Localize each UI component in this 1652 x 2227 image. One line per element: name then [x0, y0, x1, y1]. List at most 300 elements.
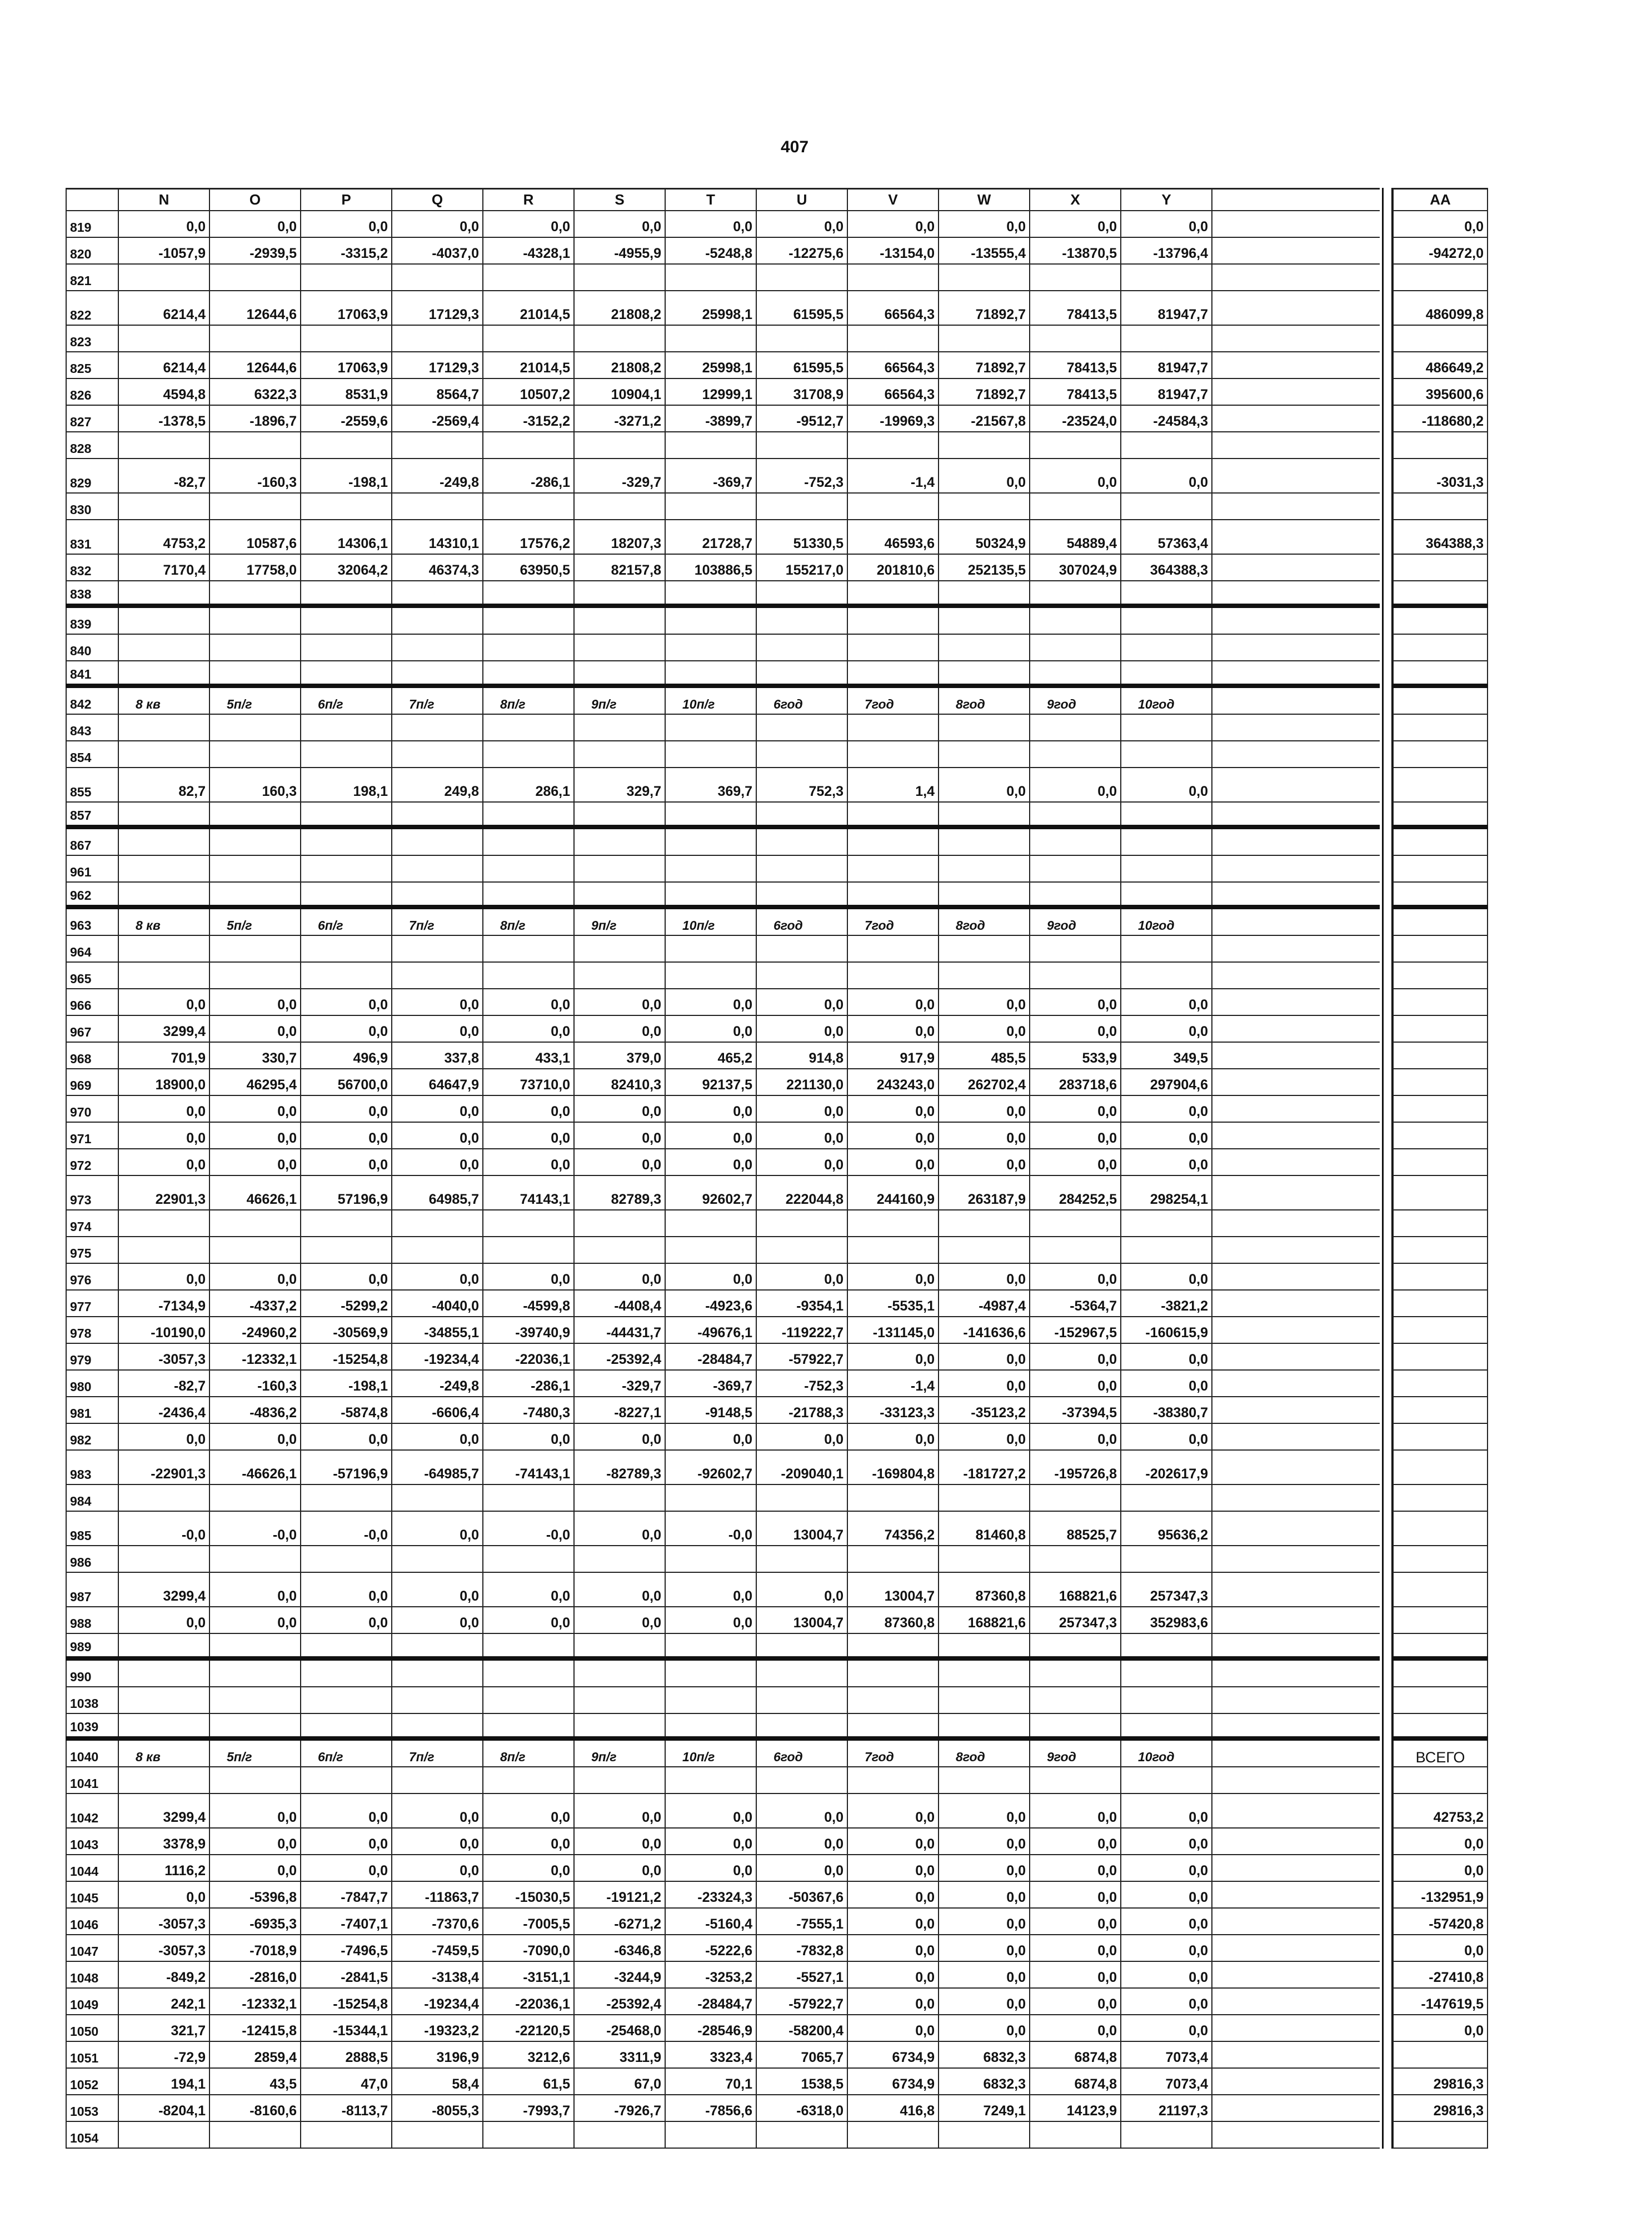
value-cell[interactable]	[392, 1687, 483, 1713]
value-cell[interactable]: -329,7	[575, 1371, 666, 1396]
aa-value-cell[interactable]: -147619,5	[1393, 1989, 1488, 2014]
value-cell[interactable]	[210, 1687, 301, 1713]
value-cell[interactable]: -4037,0	[392, 238, 483, 263]
row-number[interactable]: 828	[66, 432, 119, 458]
value-cell[interactable]: -34855,1	[392, 1317, 483, 1343]
value-cell[interactable]	[939, 2122, 1030, 2148]
value-cell[interactable]	[392, 608, 483, 634]
value-cell[interactable]	[1030, 1767, 1121, 1793]
value-cell[interactable]: 3378,9	[119, 1829, 210, 1854]
value-cell[interactable]: 0,0	[119, 989, 210, 1015]
value-cell[interactable]: -160615,9	[1121, 1317, 1212, 1343]
value-cell[interactable]: -5396,8	[210, 1882, 301, 1907]
value-cell[interactable]: 25998,1	[666, 291, 757, 325]
value-cell[interactable]	[939, 1546, 1030, 1572]
row-number[interactable]: 819	[66, 211, 119, 237]
aa-value-cell[interactable]	[1393, 661, 1488, 684]
value-cell[interactable]: 0,0	[757, 1855, 848, 1881]
value-cell[interactable]: -849,2	[119, 1962, 210, 1987]
value-cell[interactable]: 0,0	[848, 1882, 939, 1907]
value-cell[interactable]: -6346,8	[575, 1935, 666, 1961]
aa-value-cell[interactable]: 29816,3	[1393, 2069, 1488, 2094]
value-cell[interactable]: -7090,0	[483, 1935, 575, 1961]
value-cell[interactable]: -169804,8	[848, 1451, 939, 1484]
value-cell[interactable]: 0,0	[483, 1855, 575, 1881]
value-cell[interactable]	[392, 1210, 483, 1236]
value-cell[interactable]: 81460,8	[939, 1512, 1030, 1545]
aa-value-cell[interactable]: 486099,8	[1393, 291, 1488, 325]
value-cell[interactable]: -369,7	[666, 459, 757, 492]
value-cell[interactable]	[575, 326, 666, 351]
value-cell[interactable]: 0,0	[848, 1096, 939, 1122]
aa-value-cell[interactable]	[1393, 1512, 1488, 1545]
value-cell[interactable]: 0,0	[392, 1264, 483, 1289]
value-cell[interactable]	[848, 2122, 939, 2148]
aa-value-cell[interactable]: -132951,9	[1393, 1882, 1488, 1907]
value-cell[interactable]: 0,0	[1030, 2015, 1121, 2041]
value-cell[interactable]	[757, 2122, 848, 2148]
period-label-cell[interactable]: 7п/г	[392, 688, 483, 714]
value-cell[interactable]: 10587,6	[210, 520, 301, 554]
value-cell[interactable]: 496,9	[301, 1043, 392, 1068]
value-cell[interactable]: 12999,1	[666, 379, 757, 405]
value-cell[interactable]: 88525,7	[1030, 1512, 1121, 1545]
value-cell[interactable]: 0,0	[848, 1264, 939, 1289]
value-cell[interactable]: 8564,7	[392, 379, 483, 405]
value-cell[interactable]	[301, 1210, 392, 1236]
value-cell[interactable]: 0,0	[210, 211, 301, 237]
value-cell[interactable]: -19323,2	[392, 2015, 483, 2041]
value-cell[interactable]: -4408,4	[575, 1291, 666, 1316]
value-cell[interactable]: 0,0	[757, 1794, 848, 1827]
row-number[interactable]: 968	[66, 1043, 119, 1068]
value-cell[interactable]: -10190,0	[119, 1317, 210, 1343]
aa-value-cell[interactable]	[1393, 1069, 1488, 1095]
aa-value-cell[interactable]	[1393, 432, 1488, 458]
period-label-cell[interactable]: 6год	[757, 1741, 848, 1766]
value-cell[interactable]: -6318,0	[757, 2095, 848, 2121]
value-cell[interactable]	[848, 1661, 939, 1686]
value-cell[interactable]: 0,0	[848, 1016, 939, 1042]
column-header-y[interactable]: Y	[1121, 190, 1212, 210]
value-cell[interactable]	[1121, 1661, 1212, 1686]
value-cell[interactable]	[301, 803, 392, 825]
value-cell[interactable]	[939, 856, 1030, 881]
value-cell[interactable]: 43,5	[210, 2069, 301, 2094]
value-cell[interactable]: 0,0	[848, 1794, 939, 1827]
row-number[interactable]: 1047	[66, 1935, 119, 1961]
value-cell[interactable]: -3152,2	[483, 406, 575, 431]
value-cell[interactable]	[210, 1634, 301, 1656]
value-cell[interactable]	[1121, 581, 1212, 604]
value-cell[interactable]	[210, 608, 301, 634]
value-cell[interactable]: 0,0	[1030, 1264, 1121, 1289]
value-cell[interactable]: -249,8	[392, 459, 483, 492]
value-cell[interactable]	[1030, 2122, 1121, 2148]
value-cell[interactable]: -3253,2	[666, 1962, 757, 1987]
value-cell[interactable]: 0,0	[210, 1096, 301, 1122]
value-cell[interactable]	[939, 883, 1030, 905]
value-cell[interactable]	[301, 963, 392, 988]
value-cell[interactable]	[939, 661, 1030, 684]
value-cell[interactable]: 0,0	[939, 768, 1030, 801]
value-cell[interactable]	[1030, 494, 1121, 519]
value-cell[interactable]	[119, 741, 210, 767]
value-cell[interactable]: 47,0	[301, 2069, 392, 2094]
value-cell[interactable]: 0,0	[1030, 1962, 1121, 1987]
value-cell[interactable]: 3311,9	[575, 2042, 666, 2067]
value-cell[interactable]: -5160,4	[666, 1909, 757, 1934]
value-cell[interactable]: 0,0	[1121, 2015, 1212, 2041]
value-cell[interactable]	[757, 1634, 848, 1656]
value-cell[interactable]	[483, 581, 575, 604]
value-cell[interactable]: -57196,9	[301, 1451, 392, 1484]
value-cell[interactable]: -4599,8	[483, 1291, 575, 1316]
value-cell[interactable]: -2559,6	[301, 406, 392, 431]
value-cell[interactable]: 82,7	[119, 768, 210, 801]
value-cell[interactable]	[575, 1634, 666, 1656]
aa-value-cell[interactable]	[1393, 555, 1488, 580]
value-cell[interactable]	[848, 494, 939, 519]
value-cell[interactable]: 0,0	[119, 1096, 210, 1122]
value-cell[interactable]	[575, 1546, 666, 1572]
value-cell[interactable]	[1030, 829, 1121, 855]
row-number[interactable]: 1041	[66, 1767, 119, 1793]
value-cell[interactable]: 244160,9	[848, 1176, 939, 1209]
value-cell[interactable]	[392, 661, 483, 684]
value-cell[interactable]: 74143,1	[483, 1176, 575, 1209]
value-cell[interactable]	[848, 1687, 939, 1713]
value-cell[interactable]	[939, 963, 1030, 988]
value-cell[interactable]: 61595,5	[757, 291, 848, 325]
value-cell[interactable]	[666, 1210, 757, 1236]
value-cell[interactable]: 0,0	[119, 1882, 210, 1907]
aa-value-cell[interactable]	[1393, 1714, 1488, 1736]
value-cell[interactable]	[210, 1546, 301, 1572]
value-cell[interactable]: 0,0	[1121, 1264, 1212, 1289]
value-cell[interactable]: 0,0	[210, 1424, 301, 1449]
value-cell[interactable]	[392, 1634, 483, 1656]
value-cell[interactable]: 0,0	[392, 1829, 483, 1854]
aa-value-cell[interactable]	[1393, 1237, 1488, 1263]
period-label-cell[interactable]: 6год	[757, 688, 848, 714]
value-cell[interactable]	[939, 1661, 1030, 1686]
value-cell[interactable]: -4040,0	[392, 1291, 483, 1316]
row-number[interactable]: 965	[66, 963, 119, 988]
value-cell[interactable]: 0,0	[1030, 211, 1121, 237]
value-cell[interactable]	[210, 1714, 301, 1736]
value-cell[interactable]: 0,0	[757, 1016, 848, 1042]
value-cell[interactable]	[666, 741, 757, 767]
value-cell[interactable]	[483, 883, 575, 905]
value-cell[interactable]	[939, 1714, 1030, 1736]
value-cell[interactable]: 18900,0	[119, 1069, 210, 1095]
value-cell[interactable]: -19121,2	[575, 1882, 666, 1907]
value-cell[interactable]: -19234,4	[392, 1344, 483, 1369]
value-cell[interactable]	[301, 1714, 392, 1736]
value-cell[interactable]: 7065,7	[757, 2042, 848, 2067]
aa-value-cell[interactable]	[1393, 1485, 1488, 1511]
value-cell[interactable]	[119, 936, 210, 961]
value-cell[interactable]: 0,0	[757, 989, 848, 1015]
value-cell[interactable]	[1121, 494, 1212, 519]
value-cell[interactable]	[848, 883, 939, 905]
aa-value-cell[interactable]	[1393, 741, 1488, 767]
value-cell[interactable]: -5874,8	[301, 1397, 392, 1423]
value-cell[interactable]: -209040,1	[757, 1451, 848, 1484]
value-cell[interactable]: 0,0	[1030, 1371, 1121, 1396]
row-number[interactable]: 963	[66, 909, 119, 935]
value-cell[interactable]: 0,0	[1121, 211, 1212, 237]
value-cell[interactable]: -181727,2	[939, 1451, 1030, 1484]
value-cell[interactable]: 0,0	[848, 1829, 939, 1854]
value-cell[interactable]: 917,9	[848, 1043, 939, 1068]
value-cell[interactable]	[575, 661, 666, 684]
value-cell[interactable]	[666, 432, 757, 458]
row-number[interactable]: 984	[66, 1485, 119, 1511]
value-cell[interactable]: 3323,4	[666, 2042, 757, 2067]
value-cell[interactable]: 0,0	[848, 1935, 939, 1961]
value-cell[interactable]	[119, 1485, 210, 1511]
value-cell[interactable]: 337,8	[392, 1043, 483, 1068]
value-cell[interactable]: -752,3	[757, 459, 848, 492]
value-cell[interactable]: 0,0	[939, 1371, 1030, 1396]
period-label-cell[interactable]: 8год	[939, 688, 1030, 714]
value-cell[interactable]: -7847,7	[301, 1882, 392, 1907]
value-cell[interactable]	[848, 1485, 939, 1511]
value-cell[interactable]	[210, 661, 301, 684]
value-cell[interactable]: -5535,1	[848, 1291, 939, 1316]
value-cell[interactable]: 0,0	[301, 1829, 392, 1854]
value-cell[interactable]	[666, 581, 757, 604]
value-cell[interactable]	[392, 856, 483, 881]
period-label-cell[interactable]: 6п/г	[301, 688, 392, 714]
value-cell[interactable]: 13004,7	[848, 1573, 939, 1606]
aa-value-cell[interactable]	[1393, 1607, 1488, 1633]
value-cell[interactable]	[483, 1687, 575, 1713]
value-cell[interactable]: 0,0	[1030, 989, 1121, 1015]
row-number[interactable]: 981	[66, 1397, 119, 1423]
value-cell[interactable]: -28484,7	[666, 1989, 757, 2014]
aa-value-cell[interactable]	[1393, 1573, 1488, 1606]
value-cell[interactable]: -7926,7	[575, 2095, 666, 2121]
value-cell[interactable]	[666, 1661, 757, 1686]
value-cell[interactable]: 0,0	[119, 1607, 210, 1633]
value-cell[interactable]	[939, 1634, 1030, 1656]
row-number[interactable]: 1043	[66, 1829, 119, 1854]
value-cell[interactable]: 0,0	[392, 1573, 483, 1606]
value-cell[interactable]: 21014,5	[483, 352, 575, 378]
value-cell[interactable]	[848, 715, 939, 740]
value-cell[interactable]: 0,0	[1121, 1371, 1212, 1396]
value-cell[interactable]: 284252,5	[1030, 1176, 1121, 1209]
value-cell[interactable]: -35123,2	[939, 1397, 1030, 1423]
value-cell[interactable]: 3196,9	[392, 2042, 483, 2067]
value-cell[interactable]	[1030, 741, 1121, 767]
value-cell[interactable]: 0,0	[483, 1096, 575, 1122]
value-cell[interactable]	[575, 936, 666, 961]
value-cell[interactable]	[483, 963, 575, 988]
value-cell[interactable]: 12644,6	[210, 352, 301, 378]
column-header-u[interactable]: U	[757, 190, 848, 210]
value-cell[interactable]	[301, 635, 392, 660]
row-number[interactable]: 839	[66, 608, 119, 634]
value-cell[interactable]: -15254,8	[301, 1344, 392, 1369]
value-cell[interactable]	[666, 936, 757, 961]
value-cell[interactable]: 0,0	[848, 2015, 939, 2041]
value-cell[interactable]: 0,0	[1121, 1016, 1212, 1042]
value-cell[interactable]	[301, 829, 392, 855]
value-cell[interactable]	[1121, 1485, 1212, 1511]
value-cell[interactable]	[119, 883, 210, 905]
value-cell[interactable]	[119, 856, 210, 881]
row-number[interactable]: 857	[66, 803, 119, 825]
value-cell[interactable]	[666, 1237, 757, 1263]
value-cell[interactable]	[848, 741, 939, 767]
value-cell[interactable]	[575, 1210, 666, 1236]
value-cell[interactable]	[848, 829, 939, 855]
column-header-w[interactable]: W	[939, 190, 1030, 210]
value-cell[interactable]: 71892,7	[939, 352, 1030, 378]
period-label-cell[interactable]: 8 кв	[119, 688, 210, 714]
value-cell[interactable]: 0,0	[1030, 1424, 1121, 1449]
value-cell[interactable]: -28546,9	[666, 2015, 757, 2041]
value-cell[interactable]	[1030, 856, 1121, 881]
value-cell[interactable]	[575, 715, 666, 740]
value-cell[interactable]: 1538,5	[757, 2069, 848, 2094]
aa-value-cell[interactable]: 0,0	[1393, 1829, 1488, 1854]
aa-value-cell[interactable]	[1393, 581, 1488, 604]
value-cell[interactable]: 51330,5	[757, 520, 848, 554]
value-cell[interactable]: 0,0	[939, 1016, 1030, 1042]
value-cell[interactable]: -8055,3	[392, 2095, 483, 2121]
value-cell[interactable]: 61595,5	[757, 352, 848, 378]
value-cell[interactable]	[666, 2122, 757, 2148]
value-cell[interactable]	[119, 608, 210, 634]
value-cell[interactable]: 18207,3	[575, 520, 666, 554]
value-cell[interactable]	[848, 1634, 939, 1656]
row-number[interactable]: 867	[66, 829, 119, 855]
row-number[interactable]: 840	[66, 635, 119, 660]
value-cell[interactable]: -15344,1	[301, 2015, 392, 2041]
value-cell[interactable]	[939, 1485, 1030, 1511]
column-header-aa[interactable]: AA	[1393, 190, 1488, 210]
value-cell[interactable]: 0,0	[666, 1794, 757, 1827]
value-cell[interactable]: 87360,8	[939, 1573, 1030, 1606]
value-cell[interactable]	[757, 608, 848, 634]
value-cell[interactable]	[1030, 1210, 1121, 1236]
value-cell[interactable]	[301, 856, 392, 881]
value-cell[interactable]	[483, 936, 575, 961]
value-cell[interactable]: 1116,2	[119, 1855, 210, 1881]
value-cell[interactable]	[483, 803, 575, 825]
value-cell[interactable]: 21014,5	[483, 291, 575, 325]
value-cell[interactable]	[119, 963, 210, 988]
value-cell[interactable]	[939, 936, 1030, 961]
value-cell[interactable]	[848, 661, 939, 684]
value-cell[interactable]	[392, 1767, 483, 1793]
value-cell[interactable]: 87360,8	[848, 1607, 939, 1633]
value-cell[interactable]: 352983,6	[1121, 1607, 1212, 1633]
value-cell[interactable]: 0,0	[392, 1855, 483, 1881]
value-cell[interactable]: 21197,3	[1121, 2095, 1212, 2121]
value-cell[interactable]: 6832,3	[939, 2042, 1030, 2067]
value-cell[interactable]: 81947,7	[1121, 352, 1212, 378]
column-header-q[interactable]: Q	[392, 190, 483, 210]
value-cell[interactable]: -198,1	[301, 1371, 392, 1396]
value-cell[interactable]: 0,0	[848, 1344, 939, 1369]
value-cell[interactable]	[483, 856, 575, 881]
value-cell[interactable]: 25998,1	[666, 352, 757, 378]
value-cell[interactable]: -22036,1	[483, 1344, 575, 1369]
aa-value-cell[interactable]	[1393, 936, 1488, 961]
aa-value-cell[interactable]: 42753,2	[1393, 1794, 1488, 1827]
value-cell[interactable]	[757, 1546, 848, 1572]
column-header-r[interactable]: R	[483, 190, 575, 210]
value-cell[interactable]: 364388,3	[1121, 555, 1212, 580]
value-cell[interactable]: -1,4	[848, 1371, 939, 1396]
value-cell[interactable]	[757, 936, 848, 961]
value-cell[interactable]	[392, 326, 483, 351]
value-cell[interactable]: 0,0	[210, 1123, 301, 1148]
value-cell[interactable]: 0,0	[575, 1096, 666, 1122]
value-cell[interactable]: -3151,1	[483, 1962, 575, 1987]
value-cell[interactable]: 0,0	[757, 1149, 848, 1175]
value-cell[interactable]: 14123,9	[1030, 2095, 1121, 2121]
column-header-o[interactable]: O	[210, 190, 301, 210]
value-cell[interactable]: -3138,4	[392, 1962, 483, 1987]
value-cell[interactable]	[757, 963, 848, 988]
value-cell[interactable]	[848, 635, 939, 660]
value-cell[interactable]: 66564,3	[848, 379, 939, 405]
value-cell[interactable]: 0,0	[210, 1264, 301, 1289]
value-cell[interactable]: 297904,6	[1121, 1069, 1212, 1095]
period-label-cell[interactable]: 10год	[1121, 688, 1212, 714]
value-cell[interactable]: -12332,1	[210, 1989, 301, 2014]
value-cell[interactable]: 0,0	[575, 1855, 666, 1881]
value-cell[interactable]	[119, 1661, 210, 1686]
value-cell[interactable]: 242,1	[119, 1989, 210, 2014]
value-cell[interactable]: -13154,0	[848, 238, 939, 263]
value-cell[interactable]: 6832,3	[939, 2069, 1030, 2094]
value-cell[interactable]	[666, 963, 757, 988]
column-header-n[interactable]: N	[119, 190, 210, 210]
value-cell[interactable]	[301, 1767, 392, 1793]
value-cell[interactable]: 3299,4	[119, 1016, 210, 1042]
value-cell[interactable]: -5527,1	[757, 1962, 848, 1987]
value-cell[interactable]	[848, 432, 939, 458]
value-cell[interactable]	[1030, 883, 1121, 905]
row-number[interactable]: 985	[66, 1512, 119, 1545]
period-label-cell[interactable]: 8 кв	[119, 909, 210, 935]
aa-value-cell[interactable]: -118680,2	[1393, 406, 1488, 431]
value-cell[interactable]: 0,0	[1121, 1962, 1212, 1987]
period-label-cell[interactable]: 7год	[848, 909, 939, 935]
aa-value-cell[interactable]	[1393, 1634, 1488, 1656]
value-cell[interactable]	[483, 715, 575, 740]
value-cell[interactable]: 0,0	[666, 1123, 757, 1148]
value-cell[interactable]: 752,3	[757, 768, 848, 801]
column-header-x[interactable]: X	[1030, 190, 1121, 210]
value-cell[interactable]: 82789,3	[575, 1176, 666, 1209]
value-cell[interactable]: 433,1	[483, 1043, 575, 1068]
value-cell[interactable]: -3315,2	[301, 238, 392, 263]
row-number[interactable]: 1049	[66, 1989, 119, 2014]
value-cell[interactable]: 0,0	[1030, 1149, 1121, 1175]
period-label-cell[interactable]: 10п/г	[666, 688, 757, 714]
aa-value-cell[interactable]	[1393, 608, 1488, 634]
value-cell[interactable]	[666, 883, 757, 905]
